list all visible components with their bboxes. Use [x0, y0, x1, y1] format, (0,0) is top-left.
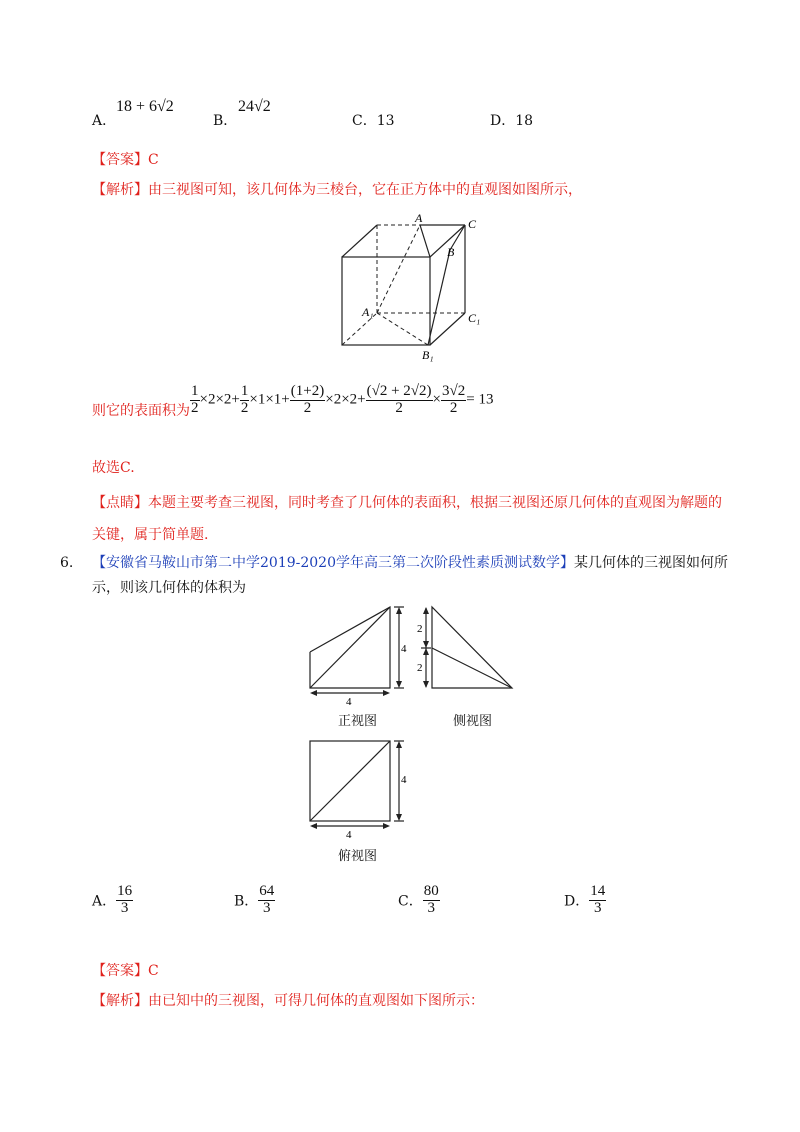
option-letter: A．	[92, 113, 117, 129]
option-letter: B．	[234, 893, 259, 910]
dim-width: 4	[346, 696, 352, 708]
fraction: $\frac{16}{3}$	[117, 883, 133, 916]
formula-term: ×2×2+	[325, 391, 366, 408]
q6-analysis: 【解析】由已知中的三视图，可得几何体的直观图如下图所示：	[92, 993, 484, 1009]
q6-number: 6.	[60, 555, 74, 571]
q6-option-a	[92, 884, 133, 917]
cube-front-face	[342, 257, 430, 345]
surface-formula	[190, 384, 493, 417]
option-b-value: 24√2	[238, 98, 271, 115]
label-b1: B₁	[422, 348, 434, 362]
label-a: A	[415, 211, 423, 225]
dim-depth: 4	[401, 774, 407, 786]
option-letter: A．	[92, 893, 117, 910]
option-letter: D．	[490, 113, 516, 129]
label-b: B	[447, 245, 455, 259]
formula-term: ×1×1+	[249, 391, 290, 408]
cube-diagram	[330, 210, 490, 365]
fraction: $\frac{1}{2}$	[191, 383, 199, 416]
q5-analysis: 【解析】由三视图可知，该几何体为三棱台，它在正方体中的直观图如图所示，	[92, 182, 582, 198]
option-a-value: 18 + 6√2	[116, 98, 174, 115]
side-view	[415, 600, 520, 700]
q6-answer: 【答案】C	[92, 963, 159, 979]
fraction: $\frac{64}{3}$	[259, 883, 275, 916]
option-value: 13	[376, 113, 395, 129]
option-letter: C．	[352, 113, 377, 129]
q6-option-d	[564, 884, 606, 917]
formula-term: ×	[432, 391, 442, 408]
top-view	[300, 735, 410, 850]
option-b: B．	[213, 113, 238, 129]
q6-stem-line1	[92, 550, 728, 576]
q6-source: 【安徽省马鞍山市第二中学2019-2020学年高三第二次阶段性素质测试数学】	[92, 555, 574, 571]
option-d	[490, 110, 533, 130]
option-letter: C．	[398, 893, 423, 910]
q6-text: 某几何体的三视图如何所	[574, 555, 728, 571]
label-c1: C₁	[468, 311, 481, 325]
option-a	[92, 110, 116, 130]
q6-option-c	[398, 884, 440, 917]
formula-term: ×2×2+	[199, 391, 240, 408]
fraction: $\frac{1}{2}$	[240, 383, 249, 416]
dim-height: 4	[401, 643, 407, 655]
q6-option-b	[234, 884, 275, 917]
fraction: $\frac{(1+2)}{2}$	[290, 383, 325, 416]
side-view-caption: 侧视图	[453, 714, 493, 729]
q6-stem-line2: 示，则该几何体的体积为	[92, 580, 246, 596]
top-view-caption: 俯视图	[338, 849, 378, 864]
label-a1: A₁	[362, 305, 374, 319]
dim-upper: 2	[417, 623, 423, 635]
option-c	[352, 110, 395, 130]
surface-prefix: 则它的表面积为	[92, 403, 190, 419]
dim-width: 4	[346, 829, 352, 841]
fraction: $\frac{14}{3}$	[590, 883, 606, 916]
fraction: $\frac{80}{3}$	[423, 883, 439, 916]
q5-answer: 【答案】C	[92, 152, 159, 168]
front-view-caption: 正视图	[338, 714, 378, 729]
label-c: C	[468, 217, 477, 231]
dim-lower: 2	[417, 662, 423, 674]
option-value: 18	[515, 113, 534, 129]
choose-c: 故选C.	[92, 460, 135, 476]
fraction: $\frac{(√2 + 2√2)}{2}$	[366, 383, 432, 416]
option-letter: D．	[564, 893, 590, 910]
comment: 【点睛】本题主要考查三视图，同时考查了几何体的表面积，根据三视图还原几何体的直观图为解题的关键，属于简单题.	[92, 495, 722, 543]
formula-term: = 13	[466, 391, 494, 408]
fraction: $\frac{3√2}{2}$	[442, 383, 466, 416]
